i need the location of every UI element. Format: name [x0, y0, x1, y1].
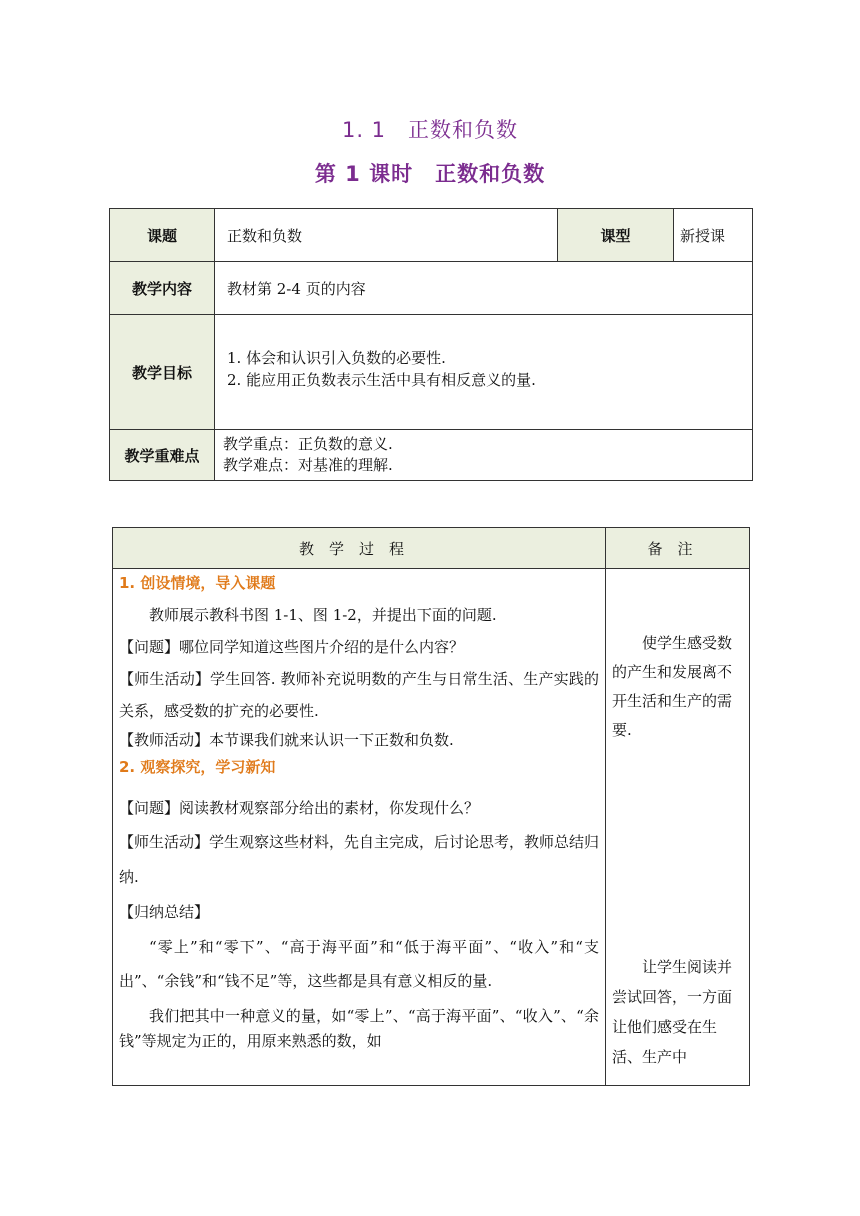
- process-header: 教学过程: [113, 528, 606, 569]
- goals-row: [110, 315, 753, 430]
- paragraph: 教师展示教科书图 1-1、图 1-2，并提出下面的问题.: [149, 606, 497, 624]
- content-label: 教学内容: [110, 262, 215, 315]
- section-2-title: 2. 观察探究，学习新知: [119, 758, 276, 776]
- content-value: 教材第 2-4 页的内容: [215, 262, 753, 315]
- type-value: 新授课: [674, 209, 753, 262]
- goals-list: [215, 315, 753, 430]
- process-body-row: [113, 569, 750, 1086]
- paragraph: 【师生活动】学生回答. 教师补充说明数的产生与日常生活、生产实践的关系，感受数的扩充的必要性.: [119, 670, 599, 720]
- key-points-row: [110, 430, 753, 481]
- paragraph: 【归纳总结】: [119, 903, 210, 921]
- notes-content: [606, 569, 750, 1086]
- topic-row: [110, 209, 753, 262]
- key-point-item: 教学难点：对基准的理解.: [223, 456, 393, 474]
- paragraph: “零上”和“零下”、“高于海平面”和“低于海平面”、“收入”和“支出”、“余钱”和“钱不足”等，这些都是具有意义相反的量.: [119, 938, 599, 990]
- goal-item: 1. 体会和认识引入负数的必要性.: [227, 349, 446, 367]
- key-point-item: 教学重点：正负数的意义.: [223, 435, 393, 453]
- topic-value: 正数和负数: [215, 209, 558, 262]
- lesson-title: 第 1 课时 正数和负数: [314, 162, 546, 186]
- section-1-title: 1. 创设情境，导入课题: [119, 574, 276, 592]
- type-label: 课型: [558, 209, 674, 262]
- paragraph: 我们把其中一种意义的量，如“零上”、“高于海平面”、“收入”、“余钱”等规定为正的，用原来熟悉的数，如: [119, 1007, 599, 1050]
- notes-header: 备注: [606, 528, 750, 569]
- note: 使学生感受数的产生和发展离不开生活和生产的需要.: [612, 634, 733, 739]
- paragraph: 【师生活动】学生观察这些材料，先自主完成，后讨论思考，教师总结归纳.: [119, 833, 600, 886]
- goal-item: 2. 能应用正负数表示生活中具有相反意义的量.: [227, 371, 536, 389]
- note: 让学生阅读并尝试回答，一方面让他们感受在生活、生产中: [612, 958, 733, 1066]
- topic-label: 课题: [110, 209, 215, 262]
- paragraph: 【问题】阅读教材观察部分给出的素材，你发现什么？: [119, 799, 480, 817]
- key-points-list: [215, 430, 753, 481]
- section-title: 1. 1 正数和负数: [341, 118, 519, 142]
- goals-label: 教学目标: [110, 315, 215, 430]
- paragraph: 【教师活动】本节课我们就来认识一下正数和负数.: [119, 731, 454, 749]
- teaching-process-table: [112, 527, 750, 1086]
- paragraph: 【问题】哪位同学知道这些图片介绍的是什么内容？: [119, 638, 465, 656]
- process-content: [113, 569, 606, 1086]
- lesson-info-table: [109, 208, 753, 481]
- content-row: [110, 262, 753, 315]
- key-points-label: 教学重难点: [110, 430, 215, 481]
- process-header-row: [113, 528, 750, 569]
